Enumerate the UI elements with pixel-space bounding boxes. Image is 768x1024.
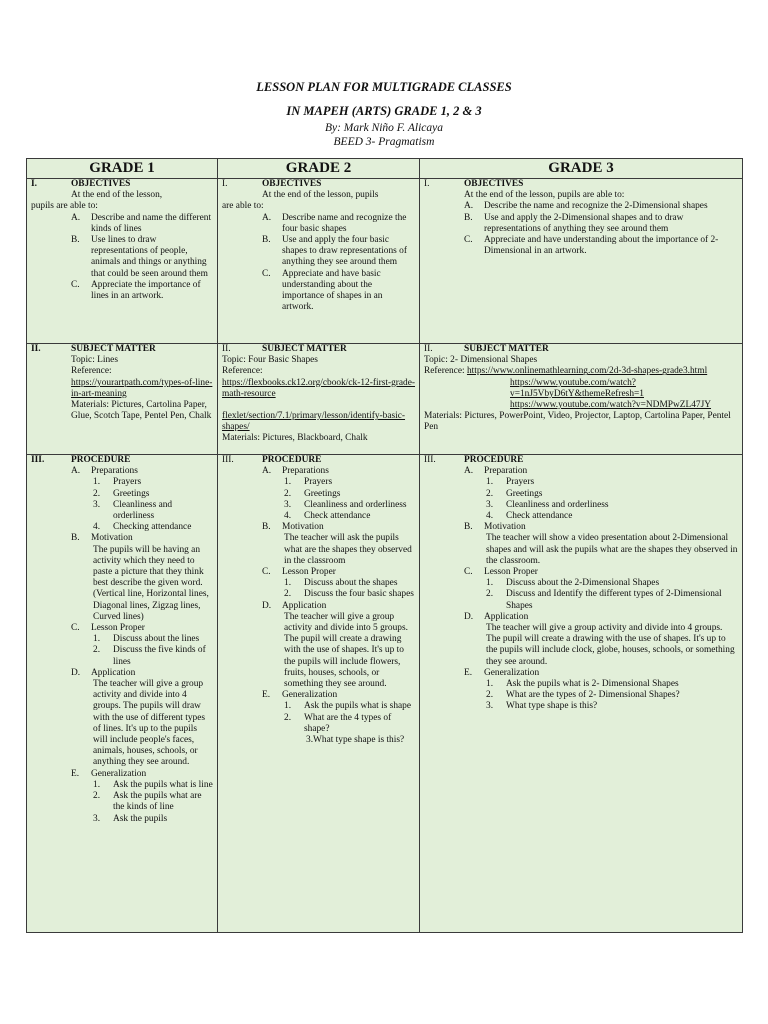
list-marker: B.	[464, 212, 473, 223]
procedure-substep	[222, 500, 415, 511]
procedure-step	[31, 668, 213, 679]
reference-link-2[interactable]: flexlet/section/7.1/primary/lesson/identify-basic-shapes/	[222, 411, 406, 433]
procedure-substep	[31, 477, 213, 488]
section-title: OBJECTIVES	[262, 179, 322, 189]
list-text: Ask the pupils what is 2- Dimensional Shapes	[506, 679, 679, 690]
list-marker: B.	[262, 235, 271, 246]
procedure-substep	[222, 578, 415, 589]
list-text: Cleanliness and orderliness	[506, 499, 609, 510]
procedure-substep	[424, 578, 738, 589]
grade-1-subject-matter	[27, 344, 218, 455]
procedure-step	[424, 612, 738, 623]
grade-1-header: GRADE 1	[27, 159, 218, 179]
list-marker: A.	[71, 212, 81, 223]
objective-item	[31, 280, 213, 302]
objective-item	[424, 235, 738, 257]
objective-item	[424, 213, 738, 235]
list-marker: C.	[262, 567, 271, 578]
list-text: Greetings	[304, 488, 341, 499]
materials: Materials: Pictures, PowerPoint, Video, Projector, Laptop, Cartolina Paper, Pentel Pen	[424, 411, 731, 433]
grade-3-subject-matter	[420, 344, 743, 455]
list-marker: 4.	[486, 511, 494, 522]
procedure-step	[31, 769, 213, 780]
list-text: Discuss the four basic shapes	[304, 589, 414, 600]
procedure-step	[424, 567, 738, 578]
list-text: Check attendance	[506, 511, 573, 522]
reference-link[interactable]: https://www.onlinemathlearning.com/2d-3d-shapes-grade3.html	[466, 366, 708, 377]
list-marker: E.	[262, 690, 271, 701]
list-text: Appreciate and have basic understanding about the importance of shapes in an artwork.	[282, 268, 383, 313]
grade-2-header: GRADE 2	[218, 159, 420, 179]
list-text: Describe and name the different kinds of lines	[91, 212, 212, 234]
list-marker: 4.	[284, 511, 292, 522]
roman-numeral: II.	[424, 344, 433, 354]
procedure-substep	[424, 500, 738, 511]
section-line: BEED 3- Pragmatism	[333, 136, 435, 148]
procedure-substep	[31, 780, 213, 791]
list-marker: 2.	[93, 791, 101, 802]
grade-3-procedure	[420, 455, 743, 933]
grade-3-objectives	[420, 179, 743, 344]
roman-numeral: II.	[222, 344, 231, 354]
list-marker: B.	[71, 235, 80, 246]
list-text: Motivation	[484, 522, 526, 533]
list-text: What type shape is this?	[506, 701, 598, 712]
list-marker: 4.	[93, 522, 101, 533]
objectives-intro-cont: are able to:	[222, 201, 264, 212]
procedure-text: The teacher will give a group activity and divide into 4 groups. The pupil will create a drawing with the use of shapes. It's up to the pupils will include clock, globe, houses, schools, or something they see around.	[486, 623, 735, 667]
list-text: What are the types of 2- Dimensional Shapes?	[506, 690, 680, 701]
list-text: Discuss about the lines	[113, 634, 200, 645]
procedure-step	[424, 668, 738, 679]
reference-link-2[interactable]: https://www.youtube.com/watch?v=1nJ5VbyD6tY&themeRefresh=1	[510, 377, 644, 399]
list-text: Preparations	[91, 466, 138, 477]
objective-item	[222, 269, 415, 314]
objectives-intro: At the end of the lesson,	[71, 190, 163, 201]
list-marker: 2.	[93, 645, 101, 656]
list-text: Application	[91, 667, 136, 678]
list-marker: 2.	[284, 488, 292, 499]
roman-numeral: III.	[424, 455, 436, 465]
section-title: SUBJECT MATTER	[464, 344, 549, 354]
list-text: Greetings	[506, 488, 543, 499]
list-marker: 1.	[486, 578, 494, 589]
grade-2-objectives	[218, 179, 420, 344]
list-marker: E.	[464, 667, 473, 678]
list-text: Discuss about the 2-Dimensional Shapes	[506, 578, 660, 589]
grade-header-row	[27, 159, 743, 179]
list-marker: 2.	[284, 712, 292, 723]
list-text: Lesson Proper	[91, 623, 145, 634]
list-marker: 1.	[93, 634, 101, 645]
list-text: Lesson Proper	[484, 567, 538, 578]
objective-item	[222, 235, 415, 269]
list-marker: C.	[262, 268, 271, 279]
document-title: LESSON PLAN FOR MULTIGRADE CLASSES	[256, 80, 512, 94]
list-text: Preparation	[484, 466, 528, 477]
procedure-substep	[424, 511, 738, 522]
list-marker: C.	[71, 623, 80, 634]
topic: Topic: 2- Dimensional Shapes	[424, 355, 538, 366]
list-marker: 1.	[93, 779, 101, 790]
list-text: Cleanliness and orderliness	[113, 499, 173, 522]
procedure-substep	[31, 489, 213, 500]
list-text: Discuss about the shapes	[304, 578, 398, 589]
list-text: Application	[282, 600, 327, 611]
procedure-substep	[424, 589, 738, 611]
list-marker: 3.	[486, 701, 494, 712]
list-marker: 2.	[486, 690, 494, 701]
list-marker: 2.	[486, 589, 494, 600]
roman-numeral: I.	[424, 179, 430, 189]
list-marker: 1.	[486, 477, 494, 488]
objectives-list	[222, 213, 415, 314]
list-text: Motivation	[91, 533, 133, 544]
list-text: Prayers	[506, 477, 535, 488]
grade-1-objectives	[27, 179, 218, 344]
grade-3-header: GRADE 3	[420, 159, 743, 179]
list-marker: B.	[71, 533, 80, 544]
list-marker: 1.	[284, 477, 292, 488]
objective-item	[222, 213, 415, 235]
list-marker: 1.	[486, 679, 494, 690]
lesson-plan-table	[26, 158, 743, 933]
objectives-list	[424, 201, 738, 257]
procedure-substep-extra: 3.What type shape is this?	[306, 735, 405, 746]
objectives-intro-cont: pupils are able to:	[31, 201, 98, 212]
list-text: Prayers	[113, 477, 142, 488]
procedure-substep	[222, 589, 415, 600]
objectives-list	[31, 213, 213, 303]
list-marker: B.	[262, 522, 271, 533]
objectives-row	[27, 179, 743, 344]
section-title: SUBJECT MATTER	[262, 344, 347, 354]
procedure-step	[424, 466, 738, 477]
procedure-step	[222, 601, 415, 612]
reference-link[interactable]: https://yourartpath.com/types-of-line-in-art-meaning	[71, 377, 213, 399]
procedure-text: The teacher will show a video presentation about 2-Dimensional shapes and will ask the pupils what are the shapes they observed in the classroom.	[486, 533, 738, 566]
objectives-intro: At the end of the lesson, pupils are able to:	[464, 190, 625, 201]
materials: Materials: Pictures, Blackboard, Chalk	[222, 433, 368, 444]
procedure-substep	[31, 645, 213, 667]
grade-2-procedure	[218, 455, 420, 933]
procedure-step	[31, 466, 213, 477]
list-text: Ask the pupils what is line	[113, 779, 213, 790]
procedure-step	[31, 623, 213, 634]
list-text: Ask the pupils what are the kinds of line	[113, 791, 202, 813]
list-text: Check attendance	[304, 511, 371, 522]
author-line: By: Mark Niño F. Alicaya	[324, 122, 444, 134]
section-title: PROCEDURE	[262, 455, 322, 465]
objective-item	[31, 235, 213, 280]
reference-label: Reference:	[71, 366, 112, 377]
procedure-substep	[31, 634, 213, 645]
list-marker: 1.	[284, 701, 292, 712]
list-text: Use lines to draw representations of people, animals and things or anything that could be seen around them	[91, 235, 208, 279]
list-marker: 3.	[93, 499, 101, 510]
procedure-text: The teacher will give a group activity and divide into 5 groups. The pupil will create a drawing with the use of shapes. It's up to the pupils will include flowers, fruits, houses, schools, or something they see around.	[284, 611, 408, 690]
section-title: PROCEDURE	[464, 455, 524, 465]
section-title: OBJECTIVES	[71, 179, 131, 189]
grade-2-subject-matter	[218, 344, 420, 455]
list-marker: C.	[464, 567, 473, 578]
procedure-substep	[222, 511, 415, 522]
list-marker: 3.	[284, 499, 292, 510]
section-title: PROCEDURE	[71, 455, 131, 465]
procedure-substep	[424, 477, 738, 488]
procedure-step	[424, 522, 738, 533]
procedure-step	[31, 533, 213, 544]
list-marker: A.	[262, 212, 272, 223]
list-text: Greetings	[113, 488, 150, 499]
list-text: Checking attendance	[113, 522, 192, 533]
list-marker: C.	[464, 235, 473, 246]
list-text: Describe name and recognize the four basic shapes	[282, 212, 407, 234]
section-title: OBJECTIVES	[464, 179, 524, 189]
procedure-substep	[31, 791, 213, 813]
list-text: Discuss and Identify the different types of 2-Dimensional Shapes	[506, 589, 722, 611]
procedure-substep	[222, 477, 415, 488]
list-marker: C.	[71, 279, 80, 290]
procedure-step	[222, 466, 415, 477]
list-marker: B.	[464, 522, 473, 533]
procedure-substep	[222, 713, 415, 735]
procedure-substep	[424, 679, 738, 690]
procedure-text: The pupils will be having an activity which they need to paste a picture that they think best describe the given word. (Vertical line, Horizontal lines, Diagonal lines, Zigzag lines, Curved lines)	[93, 544, 209, 622]
list-text: Ask the pupils what is shape	[304, 701, 412, 712]
list-marker: A.	[71, 466, 81, 477]
objective-item	[424, 201, 738, 212]
list-marker: D.	[464, 611, 474, 622]
list-marker: 2.	[284, 589, 292, 600]
list-marker: 1.	[93, 477, 101, 488]
materials: Materials: Pictures, Cartolina Paper, Glue, Scotch Tape, Pentel Pen, Chalk	[71, 400, 212, 422]
list-text: Prayers	[304, 477, 333, 488]
roman-numeral: II.	[31, 344, 41, 354]
list-text: Ask the pupils	[113, 813, 168, 824]
list-marker: A.	[464, 466, 474, 477]
list-text: Use and apply the four basic shapes to draw representations of anything they see around them	[282, 235, 407, 268]
procedure-substep	[424, 489, 738, 500]
list-marker: D.	[71, 667, 81, 678]
list-text: Motivation	[282, 522, 324, 533]
procedure-substep	[31, 500, 213, 522]
procedure-step	[222, 690, 415, 701]
list-text: Discuss the five kinds of lines	[113, 645, 206, 667]
procedure-text: The teacher will ask the pupils what are the shapes they observed in the classroom	[284, 533, 412, 566]
list-text: Lesson Proper	[282, 567, 336, 578]
list-text: What are the 4 types of shape?	[304, 712, 392, 734]
list-text: Generalization	[282, 690, 338, 701]
procedure-substep	[31, 522, 213, 533]
list-text: Appreciate the importance of lines in an artwork.	[91, 279, 201, 302]
reference-link[interactable]: https://flexbooks.ck12.org/cbook/ck-12-first-grade-math-resource	[222, 377, 416, 399]
list-text: Generalization	[484, 667, 540, 678]
roman-numeral: III.	[222, 455, 234, 465]
reference-label: Reference:	[222, 366, 263, 377]
reference-link-3[interactable]: https://www.youtube.com/watch?v=NDMPwZL47JY	[510, 400, 712, 411]
procedure-substep	[222, 489, 415, 500]
list-marker: D.	[262, 600, 272, 611]
grade-1-procedure	[27, 455, 218, 933]
procedure-substep	[424, 690, 738, 701]
list-text: Generalization	[91, 768, 147, 779]
subject-matter-row	[27, 344, 743, 455]
roman-numeral: I.	[31, 179, 37, 189]
list-text: Preparations	[282, 466, 329, 477]
list-marker: A.	[262, 466, 272, 477]
list-marker: E.	[71, 768, 80, 779]
procedure-substep	[31, 814, 213, 825]
list-marker: 3.	[93, 813, 101, 824]
topic: Topic: Four Basic Shapes	[222, 355, 318, 366]
roman-numeral: III.	[31, 455, 45, 465]
procedure-substep	[424, 701, 738, 712]
list-marker: 3.	[486, 499, 494, 510]
list-marker: 2.	[93, 488, 101, 499]
section-title: SUBJECT MATTER	[71, 344, 156, 354]
list-text: Application	[484, 611, 529, 622]
procedure-step	[222, 522, 415, 533]
list-marker: A.	[464, 201, 474, 212]
objective-item	[31, 213, 213, 235]
list-marker: 2.	[486, 488, 494, 499]
objectives-intro: At the end of the lesson, pupils	[262, 190, 379, 201]
roman-numeral: I.	[222, 179, 228, 189]
document-subtitle: IN MAPEH (ARTS) GRADE 1, 2 & 3	[286, 104, 482, 118]
procedure-step	[222, 567, 415, 578]
list-text: Use and apply the 2-Dimensional shapes and to draw representations of anything they see around them	[484, 212, 684, 234]
procedure-text: The teacher will give a group activity and divide into 4 groups. The pupils will draw with the use of different types of lines. It's up to the pupils will include people's faces, animals, houses, schools, or anything they see around.	[93, 679, 206, 768]
list-text: Describe the name and recognize the 2-Dimensional shapes	[484, 201, 708, 212]
list-marker: 1.	[284, 578, 292, 589]
list-text: Appreciate and have understanding about the importance of 2-Dimensional in an artwork.	[484, 235, 719, 257]
topic: Topic: Lines	[71, 355, 118, 366]
reference-label: Reference:	[424, 366, 465, 377]
list-text: Cleanliness and orderliness	[304, 499, 407, 510]
procedure-substep	[222, 701, 415, 712]
procedure-row	[27, 455, 743, 933]
